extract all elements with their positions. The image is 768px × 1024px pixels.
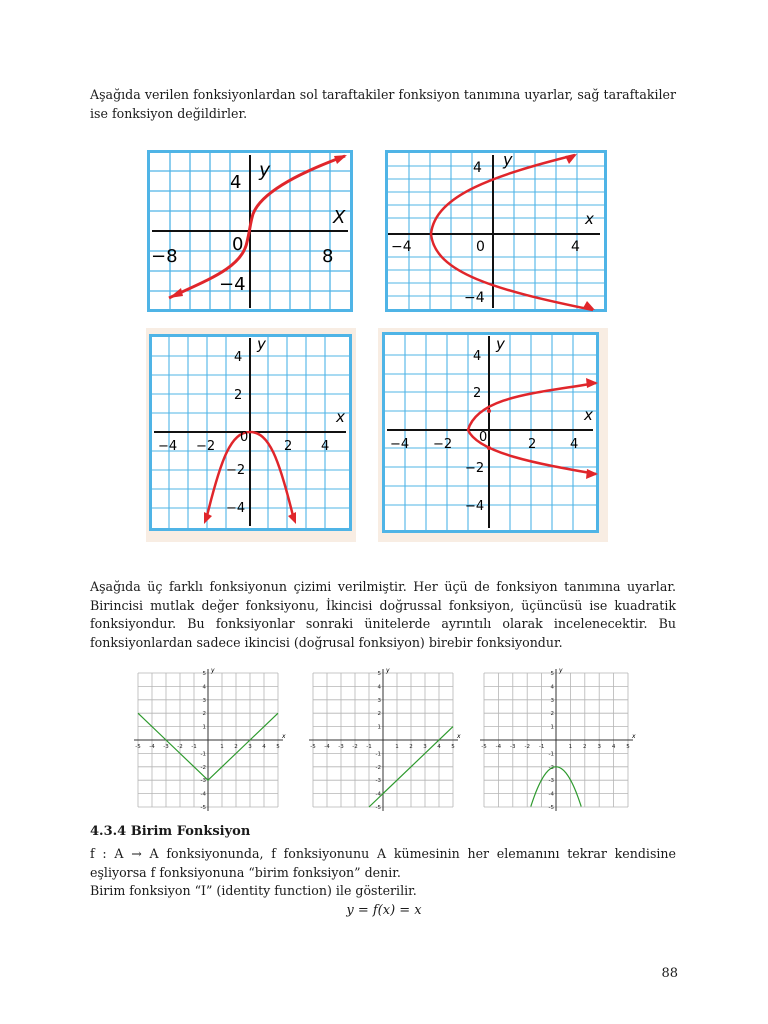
intro-paragraph: Aşağıda verilen fonksiyonlardan sol taraftakiler fonksiyon tanımına uyarlar, sağ taraftakiler ise fonksiyon değildirler. <box>90 87 676 121</box>
y-tick: 4 <box>473 349 482 364</box>
x-tick-label: -2 <box>352 744 358 750</box>
y-tick-label: 5 <box>377 671 381 677</box>
x-axis-label: X <box>333 207 346 228</box>
y-tick: −4 <box>464 290 485 306</box>
y-tick: −2 <box>465 461 485 476</box>
y-tick: 2 <box>234 388 243 403</box>
x-tick-label: 5 <box>276 744 280 750</box>
x-axis-label: x <box>457 733 461 740</box>
graph-top-left <box>147 150 353 312</box>
y-axis-label: y <box>259 159 271 181</box>
y-tick-label: -4 <box>548 791 554 798</box>
x-tick: 8 <box>322 246 334 267</box>
y-tick-label: -3 <box>200 778 206 785</box>
x-tick: 0 <box>240 430 249 445</box>
y-axis-label: y <box>559 667 563 674</box>
y-tick-label: -4 <box>375 791 381 798</box>
definition-line-1: f : A → A fonksiyonunda, f fonksiyonunu A kümesinin her elemanını tekrar kendisine eşliyorsa f fonksiyonuna “birim fonksiyon” denir. <box>90 846 676 880</box>
y-tick-label: 4 <box>377 684 381 691</box>
second-paragraph: Aşağıda üç farklı fonksiyonun çizimi verilmiştir. Her üçü de fonksiyon tanımına uyarlar. Birincisi mutlak değer fonksiyonu, İkincisi doğrussal fonksiyon, üçüncüsü ise kuadratik fonksiyondur. Bu fonksiyonlar sonraki ünitelerde ayrıntılı olarak incelenecektir. Bu fonksiyonlardan sadece ikincisi (doğrusal fonksiyon) birebir fonksiyondur. <box>90 579 676 650</box>
chart-absolute-value <box>128 665 290 815</box>
y-tick-label: 4 <box>550 684 554 691</box>
y-tick-label: -1 <box>548 751 554 758</box>
y-tick-label: 1 <box>377 724 381 731</box>
x-axis-label: x <box>282 733 286 740</box>
y-tick-label: 3 <box>550 697 554 704</box>
x-axis-label: x <box>584 406 593 424</box>
x-tick-label: 5 <box>626 744 630 750</box>
x-tick: −2 <box>433 437 453 452</box>
x-tick-label: 3 <box>597 744 601 750</box>
y-tick-label: -2 <box>548 764 554 771</box>
x-tick: 4 <box>571 239 580 255</box>
y-tick-label: -2 <box>200 764 206 771</box>
y-tick: −4 <box>219 274 246 295</box>
x-tick-label: -3 <box>338 744 344 750</box>
y-tick-label: -5 <box>548 805 554 811</box>
x-tick-label: 4 <box>611 744 616 750</box>
x-tick-label: 4 <box>262 744 266 750</box>
x-tick-label: -2 <box>524 744 530 750</box>
x-tick-label: 2 <box>234 744 238 750</box>
y-tick-label: -1 <box>200 751 206 758</box>
x-tick-label: 2 <box>409 744 413 750</box>
x-axis-label: x <box>585 210 594 228</box>
x-tick: 2 <box>528 437 537 452</box>
x-tick-label: -1 <box>191 744 197 750</box>
x-tick-label: -5 <box>310 744 316 750</box>
y-tick: 4 <box>230 172 242 193</box>
x-tick: −8 <box>151 246 178 267</box>
x-tick-label: -2 <box>177 744 183 750</box>
x-tick: −4 <box>390 437 410 452</box>
y-tick-label: 5 <box>202 671 206 677</box>
x-tick-label: -4 <box>495 744 502 750</box>
x-tick-label: -1 <box>366 744 372 750</box>
y-tick: −4 <box>465 499 485 514</box>
x-tick-label: -1 <box>538 744 545 750</box>
y-axis-label: y <box>211 667 215 674</box>
chart-linear <box>303 665 465 815</box>
y-tick-label: 2 <box>550 711 554 718</box>
y-tick-label: -5 <box>200 805 206 811</box>
x-tick: −2 <box>196 439 216 454</box>
x-tick-label: 1 <box>220 744 224 750</box>
y-axis-label: y <box>503 150 513 169</box>
x-tick-label: -4 <box>149 744 155 750</box>
x-tick-label: -5 <box>481 744 487 750</box>
y-tick-label: 3 <box>202 697 206 704</box>
definition-line-2: Birim fonksiyon “I” (identity function) ile gösterilir. <box>90 883 417 898</box>
x-tick: 2 <box>284 439 293 454</box>
x-tick-label: 5 <box>451 744 455 750</box>
graph-top-right <box>385 150 607 312</box>
y-tick-label: 3 <box>377 697 381 704</box>
chart-quadratic <box>474 665 640 815</box>
y-tick-label: -2 <box>375 764 381 771</box>
y-tick: 2 <box>473 386 482 401</box>
x-tick-label: 3 <box>423 744 427 750</box>
graph-bottom-left <box>146 328 356 542</box>
y-tick: −2 <box>226 463 246 478</box>
y-tick-label: 4 <box>202 684 206 691</box>
x-tick: 0 <box>476 239 485 255</box>
y-tick-label: -4 <box>200 791 206 798</box>
y-axis-label: y <box>386 667 390 674</box>
y-tick-label: 2 <box>202 711 206 718</box>
x-tick: −4 <box>158 439 178 454</box>
x-tick-label: 4 <box>437 744 441 750</box>
x-tick: 4 <box>570 437 579 452</box>
y-tick-label: 5 <box>550 671 554 677</box>
y-axis-label: y <box>496 335 505 353</box>
y-tick: −4 <box>226 501 246 516</box>
y-tick-label: -3 <box>548 778 554 785</box>
graph-bottom-right <box>378 328 608 542</box>
x-tick: 0 <box>479 430 488 445</box>
x-tick: −4 <box>391 239 412 255</box>
x-tick-label: 1 <box>568 744 573 750</box>
x-tick-label: 1 <box>395 744 399 750</box>
x-axis-label: x <box>632 733 636 740</box>
x-tick-label: 3 <box>248 744 252 750</box>
x-axis-label: x <box>336 408 345 426</box>
identity-formula: y = f(x) = x <box>346 903 422 918</box>
x-tick: 0 <box>232 234 244 255</box>
y-tick-label: -1 <box>375 751 381 758</box>
x-tick-label: -5 <box>135 744 141 750</box>
x-tick-label: 2 <box>583 744 587 750</box>
x-tick: 4 <box>321 439 330 454</box>
section-heading: 4.3.4 Birim Fonksiyon <box>90 824 251 839</box>
page-number: 88 <box>661 966 678 981</box>
y-tick: 4 <box>234 350 243 365</box>
y-tick: 4 <box>473 160 482 176</box>
y-tick-label: 1 <box>550 724 554 731</box>
y-tick-label: 1 <box>202 724 206 731</box>
y-tick-label: -3 <box>375 778 381 785</box>
y-tick-label: 2 <box>377 711 381 718</box>
x-tick-label: -3 <box>163 744 169 750</box>
y-tick-label: -5 <box>375 805 381 811</box>
definition-text <box>90 845 676 901</box>
x-tick-label: -3 <box>510 744 516 750</box>
x-tick-label: -4 <box>324 744 330 750</box>
y-axis-label: y <box>257 335 266 353</box>
